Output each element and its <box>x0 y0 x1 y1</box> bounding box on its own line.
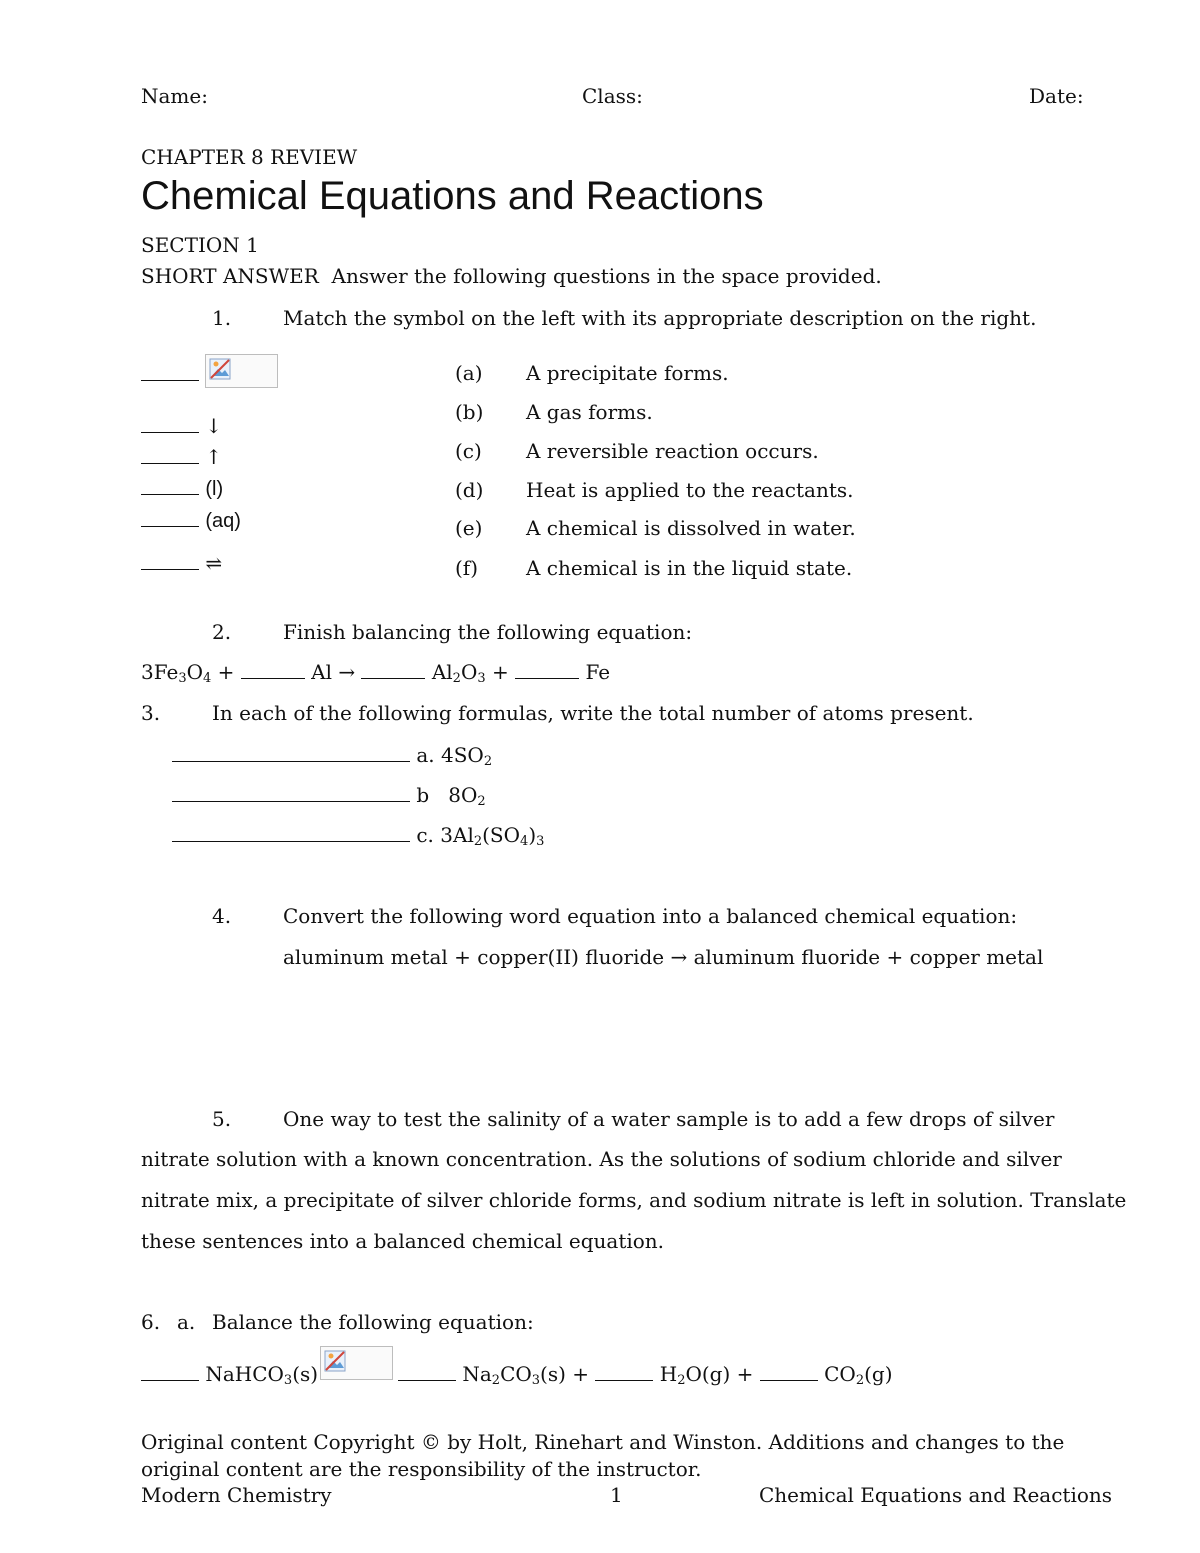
coefficient-blank[interactable] <box>361 678 425 679</box>
answer-blank[interactable] <box>172 841 410 842</box>
q6-number: 6. <box>141 1310 161 1334</box>
match-row-5 <box>141 508 241 533</box>
broken-image-icon <box>209 358 231 380</box>
q1-number: 1. <box>212 306 232 330</box>
q3-item-b: b $8O_2$ <box>172 783 486 807</box>
answer-blank[interactable] <box>141 569 199 570</box>
q5-line-2: nitrate solution with a known concentration. As the solutions of sodium chloride and silver <box>141 1147 1062 1171</box>
coefficient-blank[interactable] <box>760 1380 818 1381</box>
coefficient-blank[interactable] <box>595 1380 653 1381</box>
footer-right: Chemical Equations and Reactions <box>759 1483 1113 1507</box>
class-label: Class: <box>582 84 643 108</box>
aqueous-symbol: (aq) <box>205 510 241 532</box>
q5-number: 5. <box>212 1107 232 1131</box>
q4-text: Convert the following word equation into a balanced chemical equation: <box>283 904 1018 928</box>
option-text: A precipitate forms. <box>526 361 729 385</box>
precipitate-arrow-symbol: ↓ <box>205 414 223 438</box>
match-row-1 <box>141 362 199 386</box>
q3-item-a: a. $4SO_2$ <box>172 743 492 767</box>
option-letter: (b) <box>455 400 484 424</box>
date-label: Date: <box>1029 84 1084 108</box>
q6-equation-right: $Na_2CO_3(s) + H_2O(g) + CO_2(g)$ <box>398 1362 893 1386</box>
q3-item-c: c. $3Al_2(SO_4)_3$ <box>172 823 544 847</box>
option-text: A chemical is in the liquid state. <box>526 556 853 580</box>
gas-arrow-symbol: ↑ <box>205 445 223 469</box>
q4-number: 4. <box>212 904 232 928</box>
option-text: A gas forms. <box>526 400 653 424</box>
copyright-line-1: Original content Copyright © by Holt, Rinehart and Winston. Additions and changes to the <box>141 1430 1065 1454</box>
page-title: Chemical Equations and Reactions <box>141 174 764 218</box>
option-letter: (a) <box>455 361 483 385</box>
match-row-6 <box>141 551 222 575</box>
q4-word-equation: aluminum metal + copper(II) fluoride → aluminum fluoride + copper metal <box>283 945 1044 969</box>
q6-equation-left: NaHCO$_3$(s) <box>141 1362 318 1386</box>
q2-number: 2. <box>212 620 232 644</box>
option-text: A reversible reaction occurs. <box>526 439 819 463</box>
q2-text: Finish balancing the following equation: <box>283 620 693 644</box>
missing-image-placeholder <box>320 1346 393 1380</box>
page-number: 1 <box>610 1483 623 1507</box>
option-letter: (e) <box>455 516 483 540</box>
chapter-label: CHAPTER 8 REVIEW <box>141 145 358 169</box>
section-label: SECTION 1 <box>141 233 259 257</box>
option-letter: (d) <box>455 478 484 502</box>
option-text: A chemical is dissolved in water. <box>526 516 856 540</box>
q2-equation: $3Fe_3O_4 + Al \to Al_2O_3 + Fe$ <box>141 660 611 686</box>
coefficient-blank[interactable] <box>398 1380 456 1381</box>
answer-blank[interactable] <box>141 380 199 381</box>
q1-text: Match the symbol on the left with its appropriate description on the right. <box>283 306 1037 330</box>
instructions-text: Answer the following questions in the space provided. <box>331 264 882 288</box>
q3-text: In each of the following formulas, write the total number of atoms present. <box>212 701 974 725</box>
coefficient-blank[interactable] <box>141 1380 199 1381</box>
instructions <box>141 264 882 288</box>
q6-text: Balance the following equation: <box>212 1310 534 1334</box>
answer-blank[interactable] <box>141 463 199 464</box>
coefficient-blank[interactable] <box>241 678 305 679</box>
match-row-4 <box>141 476 223 501</box>
reversible-arrow-symbol: ⇌ <box>205 551 223 575</box>
answer-blank[interactable] <box>172 801 410 802</box>
name-label: Name: <box>141 84 208 108</box>
q3-number: 3. <box>141 701 161 725</box>
match-row-3 <box>141 445 222 469</box>
option-letter: (f) <box>455 556 479 580</box>
answer-blank[interactable] <box>141 432 199 433</box>
broken-image-icon <box>324 1350 346 1372</box>
footer-left: Modern Chemistry <box>141 1483 332 1507</box>
option-text: Heat is applied to the reactants. <box>526 478 854 502</box>
coefficient-blank[interactable] <box>515 678 579 679</box>
q6-part: a. <box>177 1310 196 1334</box>
match-row-2 <box>141 414 222 438</box>
answer-blank[interactable] <box>141 494 199 495</box>
instructions-prefix: SHORT ANSWER <box>141 264 319 288</box>
q5-line-1: One way to test the salinity of a water sample is to add a few drops of silver <box>283 1107 1055 1131</box>
option-letter: (c) <box>455 439 482 463</box>
missing-image-placeholder <box>205 354 278 388</box>
answer-blank[interactable] <box>172 761 410 762</box>
liquid-symbol: (l) <box>205 478 224 500</box>
q5-line-3: nitrate mix, a precipitate of silver chloride forms, and sodium nitrate is left in solution. Translate <box>141 1188 1127 1212</box>
copyright-line-2: original content are the responsibility of the instructor. <box>141 1457 702 1481</box>
q5-line-4: these sentences into a balanced chemical equation. <box>141 1229 665 1253</box>
answer-blank[interactable] <box>141 526 199 527</box>
